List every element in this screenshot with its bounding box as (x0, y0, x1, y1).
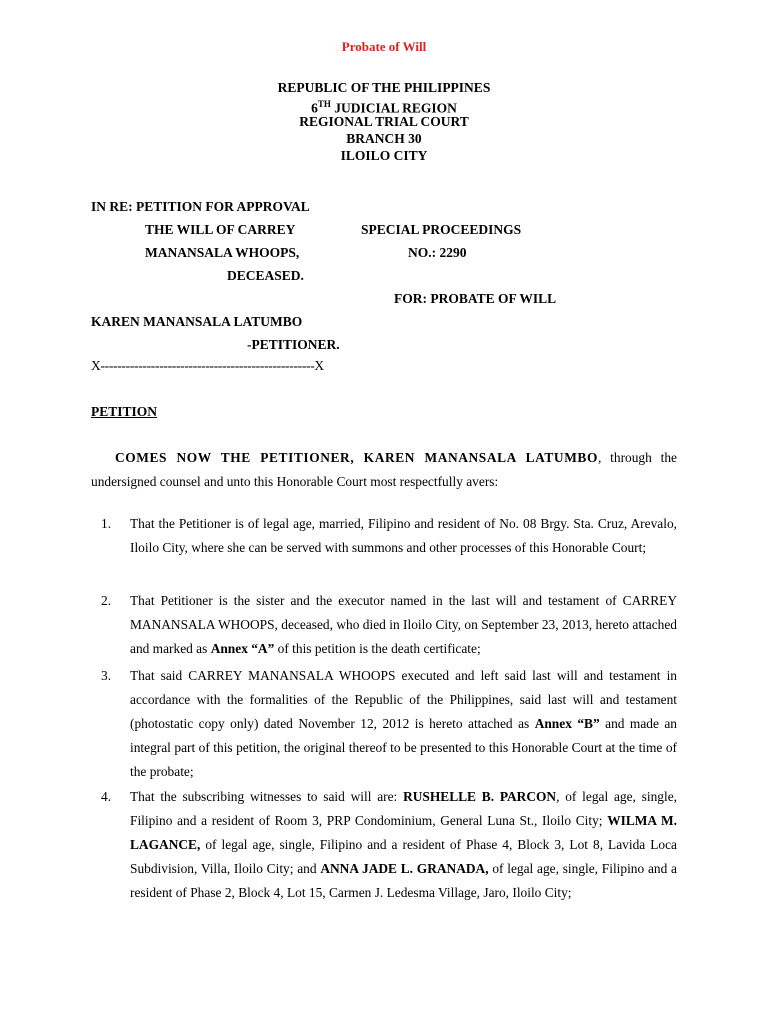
caption-petitioner-label: -PETITIONER. (247, 337, 340, 352)
intro-lead: COMES NOW THE PETITIONER, KAREN MANANSALA LATUMBO (115, 450, 598, 465)
list-item (91, 664, 677, 784)
court-republic: REPUBLIC OF THE PHILIPPINES (277, 80, 491, 95)
list-item (91, 589, 677, 661)
list-item-text (130, 664, 677, 784)
intro-paragraph (91, 446, 677, 494)
list-item-text-part: of legal age, single, Filipino and a resident of Phase 2, Block 4, Lot 15, Carmen J. Ledesma Village, Jaro, Iloilo City; (130, 861, 677, 900)
caption-case-number: NO.: 2290 (408, 245, 467, 260)
list-item-text: That the Petitioner is of legal age, married, Filipino and resident of No. 08 Brgy. Sta. Cruz, Arevalo, Iloilo City, where she can be served with summons and other processes of this Honorable Court; (130, 516, 677, 555)
witness-name: ANNA JADE L. GRANADA, (320, 861, 489, 876)
list-item-text-part: of this petition is the death certificate; (274, 641, 481, 656)
court-name: REGIONAL TRIAL COURT (299, 114, 469, 129)
list-item-text-part: and made an integral part of this petition, the original thereof to be presented to this Honorable Court at the time of the probate; (130, 716, 678, 779)
list-item-text-part: , of legal age, single, Filipino and a resident of Room 3, PRP Condominium, General Luna St., Iloilo City; (130, 789, 677, 828)
list-item-text-part: That the subscribing witnesses to said will are: (130, 789, 404, 804)
list-item-number: 2. (101, 593, 112, 608)
list-item-text-part: of legal age, single, Filipino and a resident of Phase 4, Block 3, Lot 8, Lavida Loca Subdivision, Villa, Iloilo City; and (130, 837, 677, 876)
list-item-text-part: That Petitioner is the sister and the executor named in the last will and testament of CARREY MANANSALA WHOOPS, deceased, who died in Iloilo City, on September 23, 2013, hereto attached and marked as (130, 593, 677, 656)
caption-deceased-name: MANANSALA WHOOPS, (145, 245, 300, 260)
witness-name: WILMA M. LAGANCE, (130, 813, 677, 852)
court-region-superscript: TH (317, 99, 331, 109)
caption-will-of: THE WILL OF CARREY (145, 222, 296, 237)
list-item-text-part: That said CARREY MANANSALA WHOOPS executed and left said last will and testament in accordance with the formalities of the Republic of the Philippines, said last will and testament (photostatic copy only) dated November 12, 2012 is hereto attached as (130, 668, 677, 731)
list-item-number: 1. (101, 516, 112, 531)
caption-for: FOR: PROBATE OF WILL (394, 291, 557, 306)
list-item (91, 785, 677, 905)
list-item-text (130, 589, 677, 661)
caption-special-proceedings: SPECIAL PROCEEDINGS (361, 222, 522, 237)
court-region-text: JUDICIAL REGION (330, 100, 457, 116)
caption-in-re: IN RE: PETITION FOR APPROVAL (91, 199, 310, 214)
court-branch: BRANCH 30 (346, 131, 422, 146)
document-title: Probate of Will (341, 39, 427, 54)
list-item (91, 512, 677, 560)
caption-divider: X---------------------------------------------------X (91, 358, 324, 373)
annex-a-label: Annex “A” (210, 641, 275, 656)
list-item-number: 4. (101, 789, 112, 804)
annex-b-label: Annex “B” (534, 716, 600, 731)
witness-name: RUSHELLE B. PARCON (403, 789, 557, 804)
court-city: ILOILO CITY (340, 148, 428, 163)
list-item-number: 3. (101, 668, 112, 683)
list-item-text (130, 785, 677, 905)
petition-heading: PETITION (91, 404, 158, 419)
court-region-number: 6 (311, 100, 318, 116)
intro-rest: , through the undersigned counsel and unto this Honorable Court most respectfully avers: (91, 450, 677, 489)
caption-petitioner-name: KAREN MANANSALA LATUMBO (91, 314, 303, 329)
caption-deceased: DECEASED. (227, 268, 304, 283)
